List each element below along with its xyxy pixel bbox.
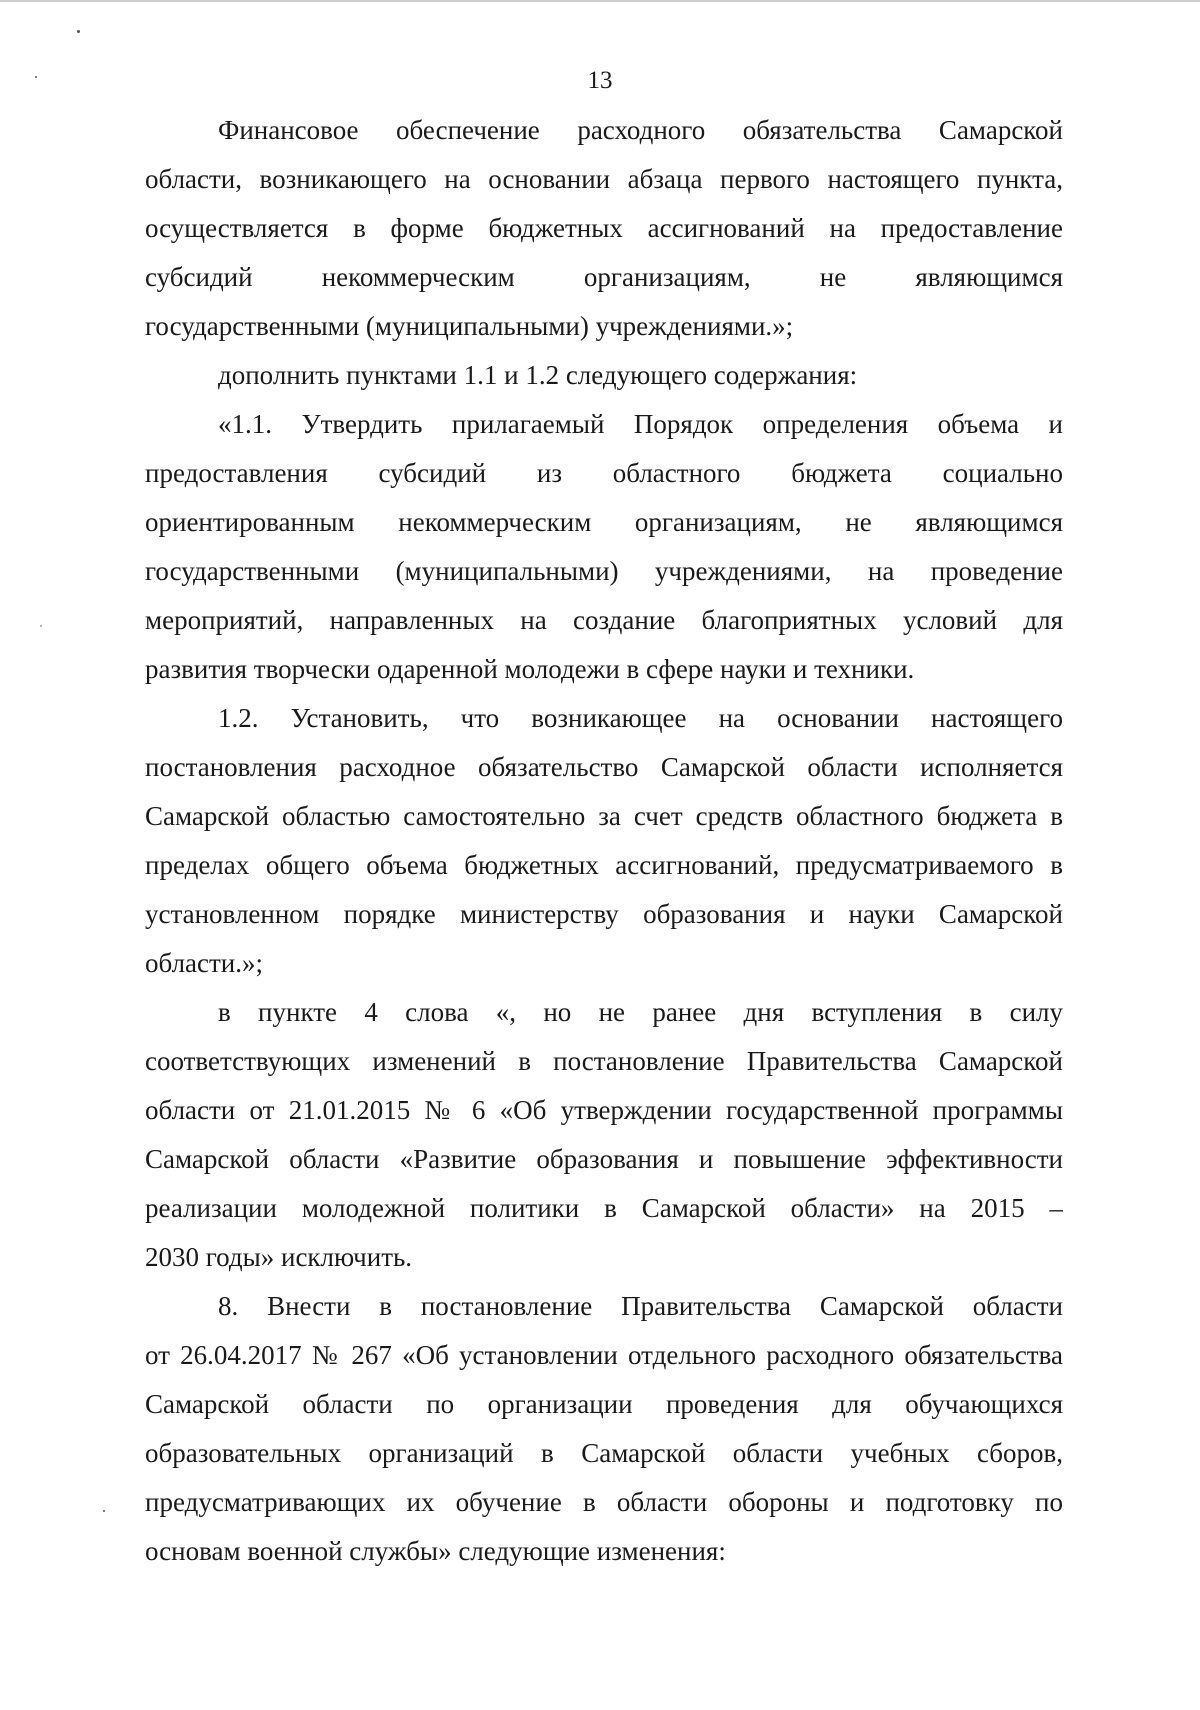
paragraph (145, 400, 1063, 694)
scan-speck (103, 1510, 105, 1512)
paragraph (145, 351, 1063, 400)
text-line: 1.2. Установить, что возникающее на основании настоящего (218, 703, 1063, 733)
text-line: области.»; (145, 948, 264, 978)
text-line: в пункте 4 слова «, но не ранее дня вступления в силу (218, 997, 1063, 1027)
text-line: развития творчески одаренной молодежи в сфере науки и техники. (145, 654, 915, 684)
text-line: области от 21.01.2015 № 6 «Об утверждении государственной программы (145, 1095, 1063, 1125)
text-line: Финансовое обеспечение расходного обязательства Самарской (218, 115, 1063, 145)
text-line: от 26.04.2017 № 267 «Об установлении отдельного расходного обязательства (145, 1340, 1063, 1370)
text-line: осуществляется в форме бюджетных ассигнований на предоставление (145, 213, 1063, 243)
text-line: области, возникающего на основании абзаца первого настоящего пункта, (145, 164, 1063, 194)
text-line: пределах общего объема бюджетных ассигнований, предусматриваемого в (145, 850, 1063, 880)
text-line: основам военной службы» следующие изменения: (145, 1536, 726, 1566)
text-line: предусматривающих их обучение в области обороны и подготовку по (145, 1487, 1063, 1517)
paragraph (145, 694, 1063, 988)
text-line: соответствующих изменений в постановление Правительства Самарской (145, 1046, 1063, 1076)
page-number: 13 (587, 67, 613, 94)
text-line: 8. Внести в постановление Правительства Самарской области (218, 1291, 1063, 1321)
paragraph (145, 988, 1063, 1282)
text-line: установленном порядке министерству образования и науки Самарской (145, 899, 1063, 929)
text-line: реализации молодежной политики в Самарской области» на 2015 – (145, 1193, 1063, 1223)
text-line: Самарской областью самостоятельно за счет средств областного бюджета в (145, 801, 1063, 831)
text-line: 2030 годы» исключить. (145, 1242, 413, 1272)
text-line: Самарской области по организации проведения для обучающихся (145, 1389, 1063, 1419)
paragraph (145, 106, 1063, 351)
text-line: субсидий некоммерческим организациям, не являющимся (145, 262, 1063, 292)
scan-speck (40, 625, 42, 627)
text-line: государственными (муниципальными) учреждениями, на проведение (145, 556, 1063, 586)
text-line: Самарской области «Развитие образования и повышение эффективности (145, 1144, 1063, 1174)
document-body (145, 106, 1063, 1576)
text-line: предоставления субсидий из областного бюджета социально (145, 458, 1063, 488)
paragraph (145, 1282, 1063, 1576)
text-line: дополнить пунктами 1.1 и 1.2 следующего содержания: (218, 360, 858, 390)
text-line: государственными (муниципальными) учреждениями.»; (145, 311, 794, 341)
page-top-edge (0, 0, 1200, 2)
text-line: ориентированным некоммерческим организациям, не являющимся (145, 507, 1063, 537)
text-line: образовательных организаций в Самарской области учебных сборов, (145, 1438, 1063, 1468)
text-line: мероприятий, направленных на создание благоприятных условий для (145, 605, 1063, 635)
text-line: постановления расходное обязательство Самарской области исполняется (145, 752, 1063, 782)
scan-speck (77, 30, 80, 33)
text-line: «1.1. Утвердить прилагаемый Порядок определения объема и (218, 409, 1063, 439)
